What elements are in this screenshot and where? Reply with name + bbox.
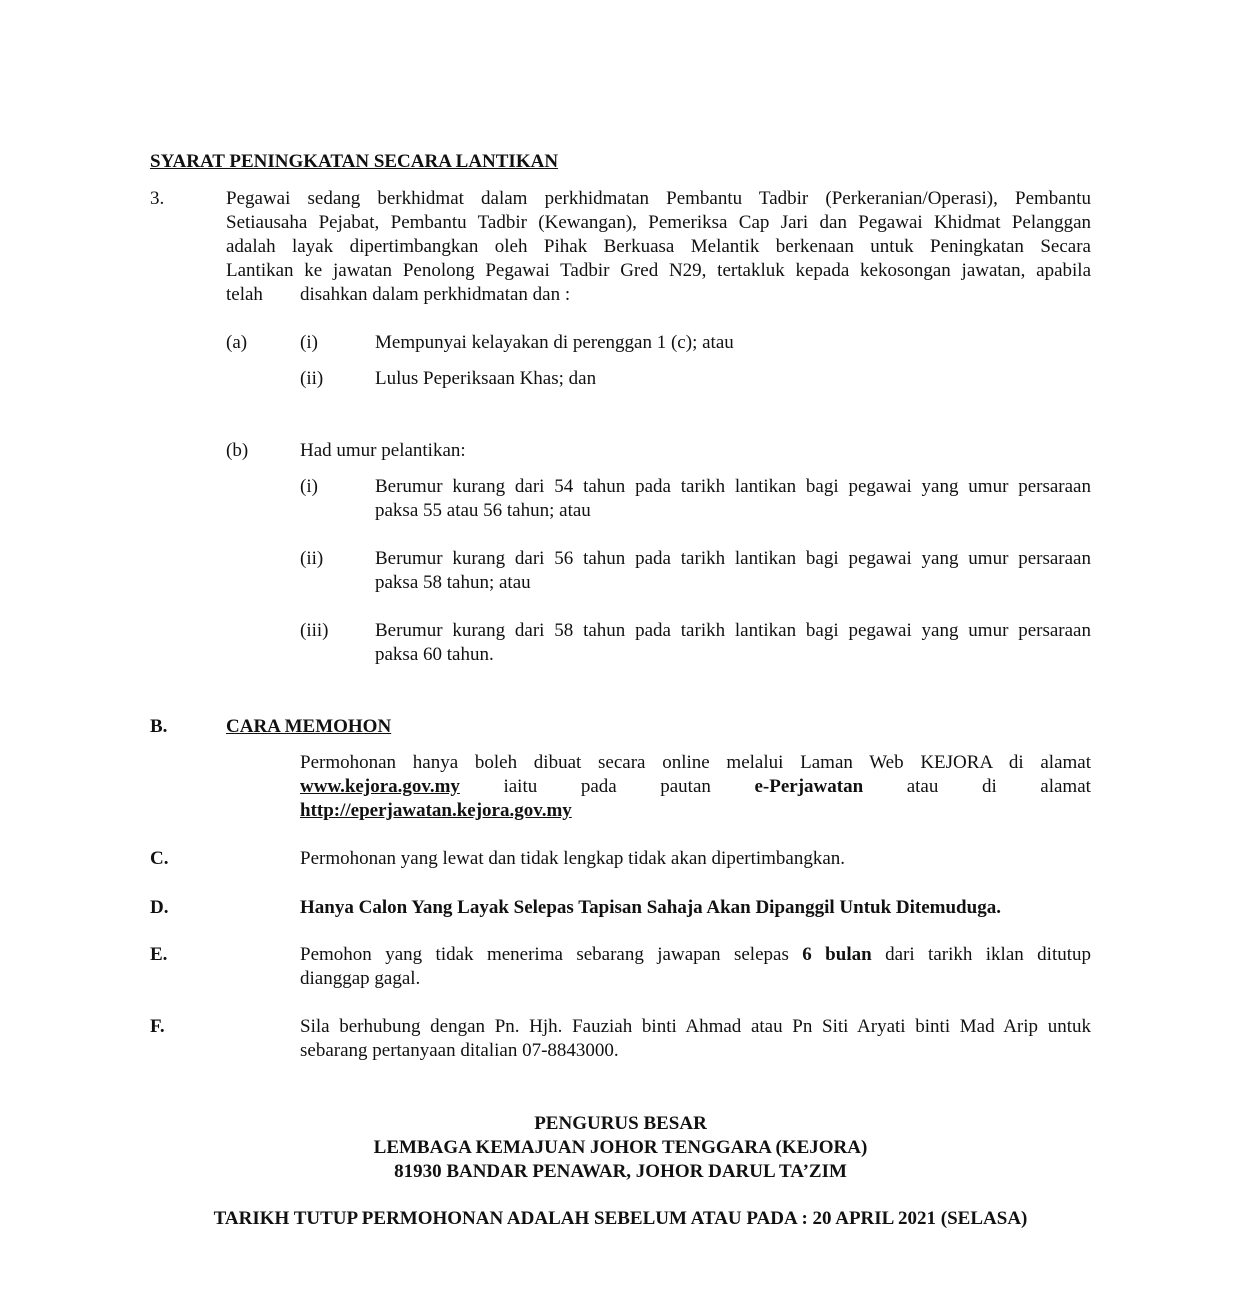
para3-last-word: telah xyxy=(226,284,263,305)
item-b-sub-line: paksa 58 tahun; atau xyxy=(375,572,531,593)
item-b-sub-num: (i) xyxy=(300,476,318,497)
word: pautan xyxy=(660,776,711,797)
para-number: 3. xyxy=(150,188,165,209)
section-e-body xyxy=(300,943,1091,991)
footer-line3: 81930 BANDAR PENAWAR, JOHOR DARUL TA’ZIM xyxy=(394,1161,847,1182)
item-a-sub-text: Lulus Peperiksaan Khas; dan xyxy=(375,368,597,389)
word: iaitu xyxy=(503,776,538,797)
item-a-sub-num: (i) xyxy=(300,332,318,353)
section-b-letter: B. xyxy=(150,716,168,737)
para3-line: Pegawai sedang berkhidmat dalam perkhidmatan Pembantu Tadbir (Perkeranian/Operasi), Pembantu xyxy=(226,188,1091,209)
para3-line: adalah layak dipertimbangkan oleh Pihak Berkuasa Melantik berkenaan untuk Peningkatan Secara xyxy=(226,236,1091,257)
item-b-sub-num: (ii) xyxy=(300,548,324,569)
item-b-sub-text xyxy=(375,547,1091,595)
section-b-line2 xyxy=(300,775,1091,799)
section-e-pre: Pemohon yang tidak menerima sebarang jawapan selepas xyxy=(300,944,789,965)
item-b-sub-line: paksa 55 atau 56 tahun; atau xyxy=(375,500,591,521)
item-b-sub-line: Berumur kurang dari 54 tahun pada tarikh lantikan bagi pegawai yang umur persaraan xyxy=(375,476,1091,497)
item-a-sub-text: Mempunyai kelayakan di perenggan 1 (c); atau xyxy=(375,332,734,353)
para3-line: Setiausaha Pejabat, Pembantu Tadbir (Kewangan), Pemeriksa Cap Jari dan Pegawai Khidmat Pelanggan xyxy=(226,212,1091,233)
item-b-sub-line: Berumur kurang dari 56 tahun pada tarikh lantikan bagi pegawai yang umur persaraan xyxy=(375,548,1091,569)
item-b-label: (b) xyxy=(226,440,249,461)
kejora-website-link[interactable]: www.kejora.gov.my xyxy=(300,776,460,797)
section-f-line1: Sila berhubung dengan Pn. Hjh. Fauziah binti Ahmad atau Pn Siti Aryati binti Mad Arip untuk xyxy=(300,1016,1091,1037)
para3-last-rest: disahkan dalam perkhidmatan dan : xyxy=(300,284,571,305)
item-b-sub-text xyxy=(375,619,1091,667)
section-d-letter: D. xyxy=(150,897,169,918)
section-e-line2: dianggap gagal. xyxy=(300,968,421,989)
section-b-title: CARA MEMOHON xyxy=(226,716,392,737)
para3-line: Lantikan ke jawatan Penolong Pegawai Tadbir Gred N29, tertakluk kepada kekosongan jawatan, apabila xyxy=(226,260,1091,281)
section-e-duration: 6 bulan xyxy=(802,944,872,965)
section-f-line2: sebarang pertanyaan ditalian 07-8843000. xyxy=(300,1040,619,1061)
section-f-body xyxy=(300,1015,1091,1063)
footer-line2: LEMBAGA KEMAJUAN JOHOR TENGGARA (KEJORA) xyxy=(373,1137,868,1158)
section-heading: SYARAT PENINGKATAN SECARA LANTIKAN xyxy=(150,151,559,172)
item-b-sub-num: (iii) xyxy=(300,620,329,641)
item-b-sub-line: paksa 60 tahun. xyxy=(375,644,494,665)
section-d-text: Hanya Calon Yang Layak Selepas Tapisan Sahaja Akan Dipanggil Untuk Ditemuduga. xyxy=(300,897,1001,918)
section-f-letter: F. xyxy=(150,1016,165,1037)
section-e-post: dari tarikh iklan ditutup xyxy=(885,944,1092,965)
word: alamat xyxy=(1040,776,1091,797)
item-b-sub-text xyxy=(375,475,1091,523)
eperjawatan-label: e-Perjawatan xyxy=(754,776,864,797)
item-a-label: (a) xyxy=(226,332,248,353)
footer-line1: PENGURUS BESAR xyxy=(534,1113,707,1134)
section-b-line1: Permohonan hanya boleh dibuat secara online melalui Laman Web KEJORA di alamat xyxy=(300,752,1091,773)
para3-body xyxy=(226,187,1091,283)
word: di xyxy=(981,776,997,797)
eperjawatan-link[interactable]: http://eperjawatan.kejora.gov.my xyxy=(300,800,572,821)
item-b-title: Had umur pelantikan: xyxy=(300,440,466,461)
word: atau xyxy=(906,776,939,797)
section-e-letter: E. xyxy=(150,944,168,965)
item-b-sub-line: Berumur kurang dari 58 tahun pada tarikh lantikan bagi pegawai yang umur persaraan xyxy=(375,620,1091,641)
section-e-line1 xyxy=(300,943,1091,967)
section-c-text: Permohonan yang lewat dan tidak lengkap tidak akan dipertimbangkan. xyxy=(300,848,846,869)
section-b-body xyxy=(300,751,1091,823)
footer-block xyxy=(0,1112,1241,1184)
closing-date: TARIKH TUTUP PERMOHONAN ADALAH SEBELUM ATAU PADA : 20 APRIL 2021 (SELASA) xyxy=(213,1208,1028,1229)
item-a-sub-num: (ii) xyxy=(300,368,324,389)
word: pada xyxy=(580,776,617,797)
section-c-letter: C. xyxy=(150,848,169,869)
